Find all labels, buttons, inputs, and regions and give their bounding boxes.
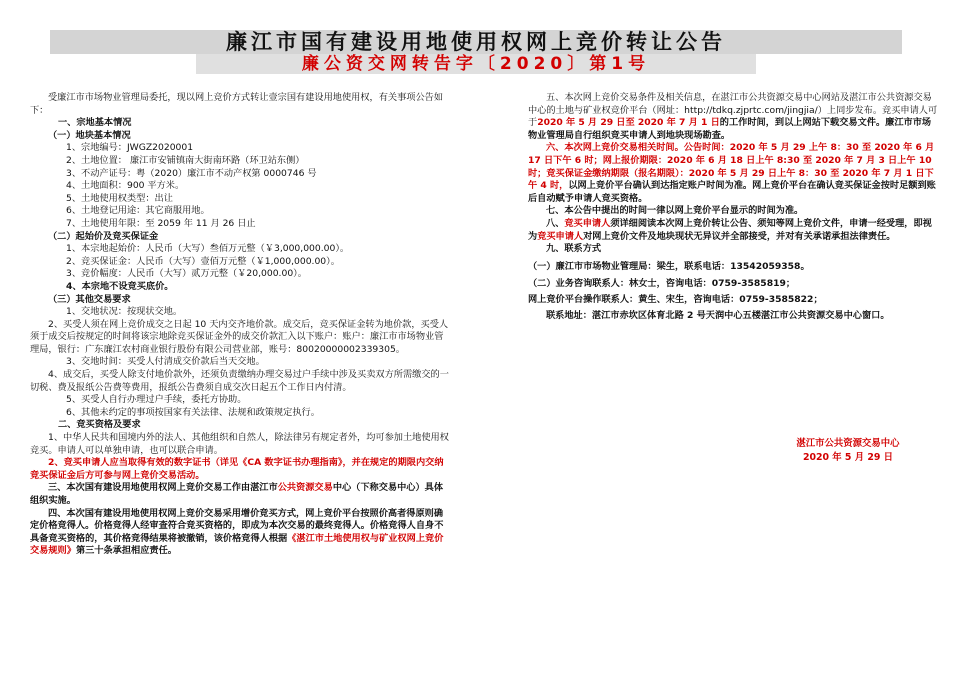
land-info-item: 4、土地面积：900 平方米。 — [66, 180, 185, 192]
land-info-item: 1、宗地编号：JWGZ2020001 — [66, 142, 194, 154]
section-3-paragraph: 三、本次国有建设用地使用权网上竞价交易工作由湛江市公共资源交易中心（下称交易中心）具体组织实施。 — [30, 482, 444, 506]
price-item: 3、竞价幅度：人民币（大写）贰万元整（￥20,000.00）。 — [66, 268, 307, 280]
contact-address: 联系地址：湛江市赤坎区体育北路 2 号天润中心五楼湛江市公共资源交易中心窗口。 — [546, 309, 890, 321]
section-6-paragraph: 六、本次网上竞价交易相关时间。公告时间：2020 年 5 月 29 上午 8：30 至 2020 年 6 月 17 日下午 6 时；网上报价期限：2020 年 6 月 18 日上午 8:30 至 2020 年 7 月 3 日上午 10 时；竞买保证金缴纳期限（报名期限）：2020 年 5 月 29 日上午 8：30 至 2020 年 7 月 1 日下午 4 时，以网上竞价平台确认到达指定账户时间为准。网上竞价平台在确认竞买保证金按时足额到账后自动赋予申请人竞买资格。 — [528, 142, 936, 204]
section-2-heading: 二、竞买资格及要求 — [58, 419, 141, 431]
intro-paragraph: 受廉江市市场物业管理局委托，现以网上竞价方式转让壹宗国有建设用地使用权，有关事项公告如下： — [30, 92, 444, 116]
right-column — [528, 92, 940, 322]
contact-item: （二）业务咨询联系人：林女士，咨询电话：0759-3585819； — [528, 278, 796, 290]
highlight-text: 2020 年 5 月 29 日至 2020 年 7 月 1 日 — [537, 117, 720, 129]
section-5-paragraph: 五、本次网上竞价交易条件及相关信息，在湛江市公共资源交易中心网站及湛江市公共资源交易中心的土地与矿业权竞价平台（网址：http://tdkq.zjprtc.com/jingjia/）上同步发布。竞买申请人可于2020 年 5 月 29 日至 2020 年 7 月 1 日的工作时间，到以上网站下载交易文件。廉江市市场物业管理局自行组织竞买申请人到地块现场勘查。 — [528, 92, 938, 141]
issue-date: 2020 年 5 月 29 日 — [802, 452, 894, 463]
price-item: 4、本宗地不设竞买底价。 — [66, 280, 174, 292]
section-4-paragraph: 四、本次国有建设用地使用权网上竞价交易采用增价竞买方式，网上竞价平台按照价高者得原则确定价格竞得人。价格竞得人经审查符合竞买资格的，即成为本次交易的最终竞得人。价格竞得人自身不具备竞买资格的，其价格竞得结果将被撤销，该价格竞得人根据《湛江市土地使用权与矿业权网上竞价交易规则》第三十条承担相应责任。 — [30, 507, 444, 557]
section-1-3-heading: （三）其他交易要求 — [48, 293, 131, 305]
section-1-heading: 一、宗地基本情况 — [58, 117, 132, 129]
highlight-text: 竞买申请人 — [564, 217, 611, 229]
requirement-item: 6、其他未约定的事项按国家有关法律、法规和政策规定执行。 — [66, 406, 320, 418]
left-column — [30, 92, 450, 558]
requirement-item: 3、交地时间：买受人付清成交价款后当天交地。 — [66, 356, 265, 368]
land-info-item: 2、土地位置： 廉江市安铺镇南大街南环路（环卫站东侧） — [66, 154, 305, 166]
highlight-text: 《湛江市土地使用权与矿业权网上竞价交易规则》 — [30, 532, 444, 557]
issuer-org: 湛江市公共资源交易中心 — [796, 438, 900, 449]
highlight-text: 竞买申请人 — [537, 230, 584, 242]
price-item: 2、竞买保证金：人民币（大写）壹佰万元整（￥1,000,000.00）。 — [66, 255, 340, 267]
land-info-item: 6、土地登记用途：其它商服用地。 — [66, 205, 210, 217]
requirement-item: 1、交地状况：按现状交地。 — [66, 306, 183, 318]
land-info-item: 5、土地使用权类型：出让 — [66, 192, 173, 204]
highlight-text: 公共资源交易 — [277, 482, 333, 494]
land-info-item: 3、不动产证号：粤（2020）廉江市不动产权第 0000746 号 — [66, 167, 317, 179]
section-1-2-heading: （二）起始价及竞买保证金 — [48, 230, 159, 242]
contact-item: 网上竞价平台操作联系人：黄生、宋生，咨询电话：0759-3585822； — [528, 293, 823, 305]
section-1-1-heading: （一）地块基本情况 — [48, 129, 131, 141]
contact-item: （一）廉江市市场物业管理局：梁生，联系电话：13542059358。 — [528, 260, 810, 272]
requirement-item: 4、成交后，买受人除支付地价款外，还须负责缴纳办理交易过户手续中涉及买卖双方所需缴交的一切税、费及报纸公告费等费用，报纸公告费须自成交次日起五个工作日内付清。 — [30, 369, 449, 393]
qualification-item: 1、中华人民共和国境内外的法人、其他组织和自然人，除法律另有规定者外，均可参加土地使用权竞买。申请人可以单独申请，也可以联合申请。 — [30, 432, 449, 456]
section-7-paragraph: 七、本公告中提出的时间一律以网上竞价平台显示的时间为准。 — [546, 205, 804, 217]
requirement-item: 2、买受人须在网上竞价成交之日起 10 天内交齐地价款。成交后，竞买保证金转为地价款，买受人须于成交后按规定的时间将该宗地除竞买保证金外的成交价款汇入以下账户：账户：廉江市市场物业管理局，银行：广东廉江农村商业银行股份有限公司营业部，账号：80020000002339305。 — [30, 318, 449, 355]
page-title: 廉江市国有建设用地使用权网上竞价转让公告 — [50, 30, 902, 54]
section-8-paragraph: 八、竞买申请人须详细阅读本次网上竞价转让公告、须知等网上竞价文件，申请一经受理，即视为竞买申请人对网上竞价文件及地块现状无异议并全部接受，并对有关承诺承担法律责任。 — [528, 217, 932, 242]
highlight-text: 六、本次网上竞价交易相关时间。公告时间：2020 年 5 月 29 上午 8：30 至 2020 年 6 月 17 日下午 6 时；网上报价期限：2020 年 6 月 18 日上午 8:30 至 2020 年 7 月 3 日上午 10 时；竞买保证金缴纳期限（报名期限）：2020 年 5 月 29 日上午 8：30 至 2020 年 7 月 1 日下午 4 时， — [528, 142, 935, 192]
land-info-item: 7、土地使用年限：至 2059 年 11 月 26 日止 — [66, 217, 256, 229]
requirement-item: 5、买受人自行办理过户手续，委托方协助。 — [66, 394, 247, 406]
qualification-item-highlight: 2、竞买申请人应当取得有效的数字证书（详见《CA 数字证书办理指南》，并在规定的期限内交纳竞买保证金后方可参与网上竞价交易活动。 — [30, 457, 444, 481]
document-number: 廉公资交网转告字〔2020〕第1号 — [196, 54, 756, 74]
section-9-heading: 九、联系方式 — [546, 243, 602, 255]
price-item: 1、本宗地起始价：人民币（大写）叁佰万元整（￥3,000,000.00）。 — [66, 243, 350, 255]
